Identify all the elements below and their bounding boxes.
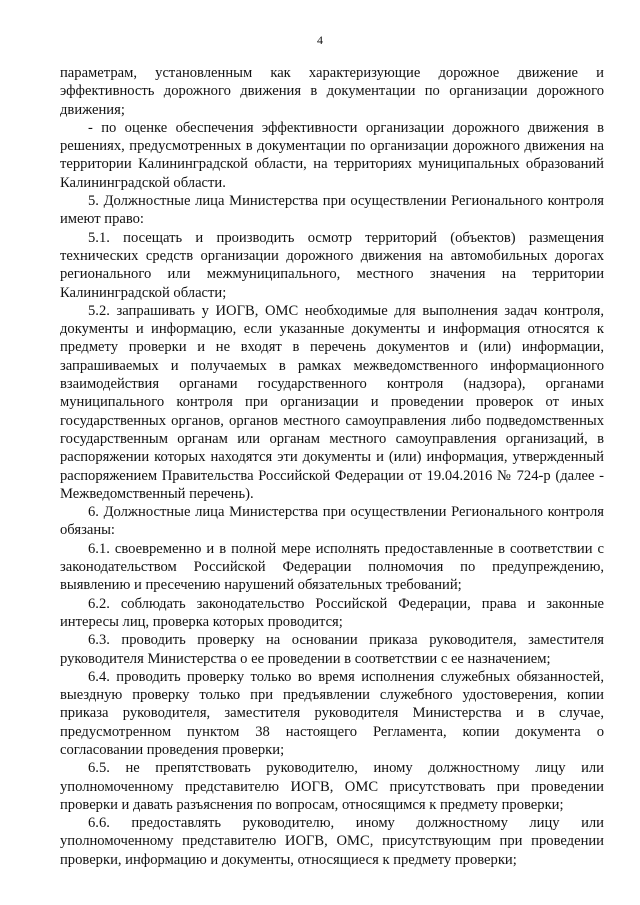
paragraph: параметрам, установленным как характеризующие дорожное движение и эффективность дорожного движения в документации по организации дорожного движения; (60, 65, 604, 118)
paragraph: 6. Должностные лица Министерства при осуществлении Регионального контроля обязаны: (60, 504, 604, 539)
paragraph: 6.6. предоставлять руководителю, иному должностному лицу или уполномоченному представителю ИОГВ, ОМС, присутствующим при проведении проверки, информацию и документы, относящиеся к предмету проверки; (60, 815, 604, 868)
paragraph: 5.2. запрашивать у ИОГВ, ОМС необходимые для выполнения задач контроля, документы и информацию, если указанные документы и информация относятся к предмету проверки и не входят в перечень документов и (или) информации, запрашиваемых и получаемых в рамках межведомственного информационного взаимодействия органами государственного контроля (надзора), органами муниципального контроля при организации и проведении проверок от иных государственных органов, органов местного самоуправления либо подведомственных государственным органам или органам местного самоуправления организаций, в распоряжении которых находятся эти документы и (или) информация, утвержденный распоряжением Правительства Российской Федерации от 19.04.2016 № 724-р (далее - Межведомственный перечень). (60, 302, 604, 502)
paragraph: - по оценке обеспечения эффективности организации дорожного движения в решениях, предусмотренных в документации по организации дорожного движения на территории Калининградской области, на территориях муниципальных образований Калининградской области. (60, 119, 604, 191)
paragraph: 6.1. своевременно и в полной мере исполнять предоставленные в соответствии с законодательством Российской Федерации полномочия по предупреждению, выявлению и пресечению нарушений обязательных требований; (60, 540, 604, 594)
document-body (60, 64, 604, 869)
paragraph: 5.1. посещать и производить осмотр территорий (объектов) размещения технических средств организации дорожного движения на автомобильных дорогах регионального или межмуниципального, местного значения на территории Калининградской области; (60, 229, 604, 301)
page-number: 4 (317, 33, 323, 47)
paragraph: 6.4. проводить проверку только во время исполнения служебных обязанностей, выездную проверку только при предъявлении служебного удостоверения, копии приказа руководителя, заместителя руководителя Министерства и в случае, предусмотренном пунктом 38 настоящего Регламента, копии документа о согласовании проведения проверки; (60, 668, 604, 758)
paragraph: 6.5. не препятствовать руководителю, иному должностному лицу или уполномоченному представителю ИОГВ, ОМС присутствовать при проведении проверки и давать разъяснения по вопросам, относящимся к предмету проверки; (60, 760, 604, 813)
paragraph: 5. Должностные лица Министерства при осуществлении Регионального контроля имеют право: (60, 193, 604, 228)
paragraph: 6.3. проводить проверку на основании приказа руководителя, заместителя руководителя Министерства о ее проведении в соответствии с ее назначением; (60, 632, 604, 667)
paragraph: 6.2. соблюдать законодательство Российской Федерации, права и законные интересы лиц, проверка которых проводится; (60, 595, 604, 630)
